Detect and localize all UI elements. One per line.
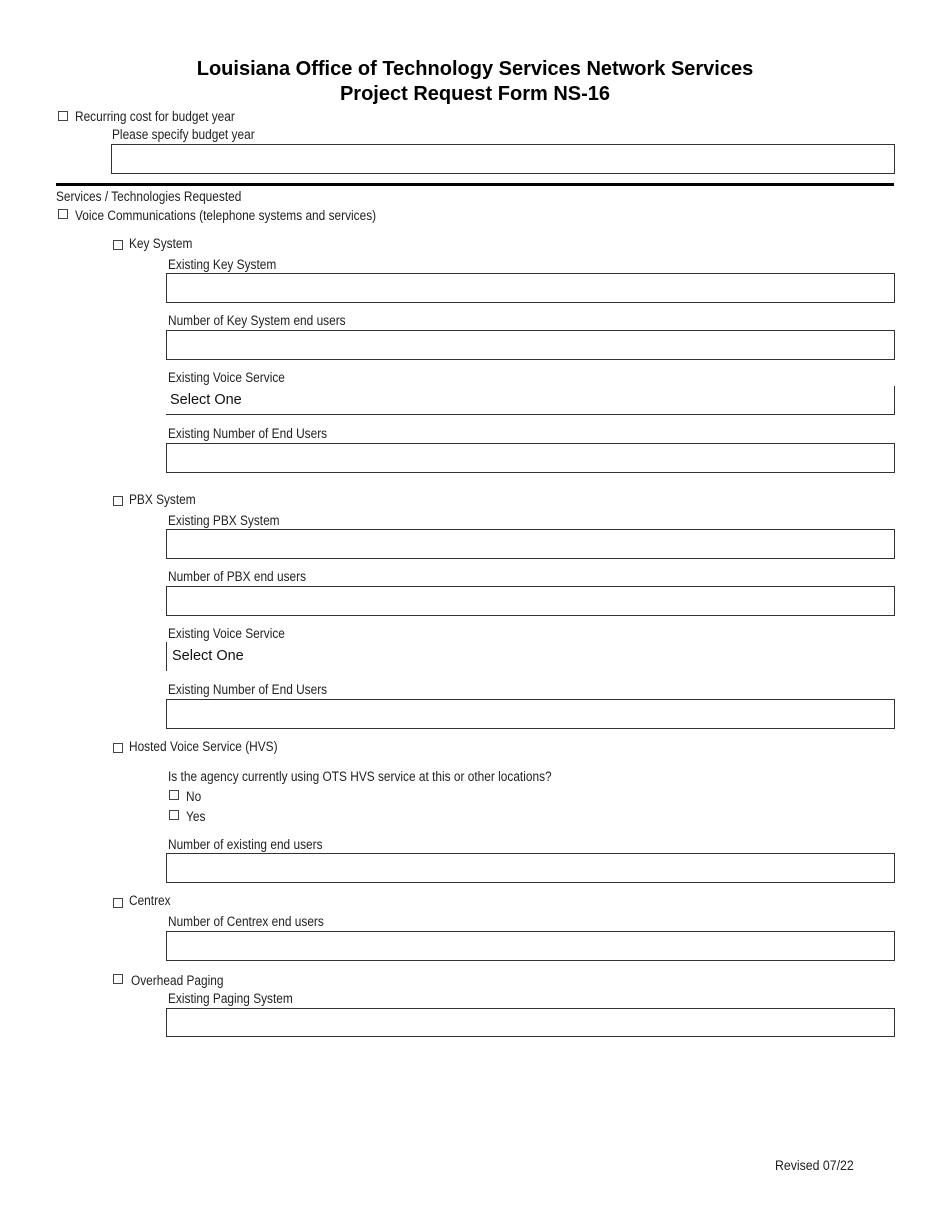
key-voice-service-select[interactable]: Select One	[166, 386, 895, 415]
pbx-end-users-label: Existing Number of End Users	[168, 682, 328, 697]
pbx-users-input[interactable]	[166, 586, 895, 616]
existing-pbx-system-input[interactable]	[166, 529, 895, 559]
centrex-users-label: Number of Centrex end users	[168, 914, 324, 929]
voice-communications-checkbox[interactable]	[58, 209, 68, 219]
key-system-label: Key System	[129, 236, 193, 251]
recurring-cost-label: Recurring cost for budget year	[75, 109, 235, 124]
overhead-paging-checkbox[interactable]	[113, 974, 123, 984]
key-voice-service-label: Existing Voice Service	[168, 370, 285, 385]
hvs-no-label: No	[186, 789, 202, 804]
centrex-users-input[interactable]	[166, 931, 895, 961]
existing-key-system-input[interactable]	[166, 273, 895, 303]
pbx-voice-service-label: Existing Voice Service	[168, 626, 285, 641]
centrex-label: Centrex	[129, 893, 171, 908]
key-end-users-label: Existing Number of End Users	[168, 426, 328, 441]
budget-year-input[interactable]	[111, 144, 895, 174]
form-title: Louisiana Office of Technology Services Network Services	[196, 58, 754, 80]
existing-paging-label: Existing Paging System	[168, 991, 293, 1006]
hvs-question: Is the agency currently using OTS HVS service at this or other locations?	[168, 769, 552, 784]
recurring-cost-checkbox[interactable]	[58, 111, 68, 121]
budget-year-label: Please specify budget year	[112, 127, 255, 142]
existing-paging-input[interactable]	[166, 1008, 895, 1037]
form-subtitle: Project Request Form NS-16	[339, 83, 611, 105]
voice-communications-label: Voice Communications (telephone systems and services)	[75, 208, 377, 223]
overhead-paging-label: Overhead Paging	[131, 973, 224, 988]
revision-date: Revised 07/22	[775, 1157, 854, 1173]
hvs-yes-label: Yes	[186, 809, 206, 824]
key-system-users-input[interactable]	[166, 330, 895, 360]
key-system-users-label: Number of Key System end users	[168, 313, 346, 328]
pbx-users-label: Number of PBX end users	[168, 569, 307, 584]
centrex-checkbox[interactable]	[113, 898, 123, 908]
existing-pbx-system-label: Existing PBX System	[168, 513, 280, 528]
hvs-no-checkbox[interactable]	[169, 790, 179, 800]
hvs-yes-checkbox[interactable]	[169, 810, 179, 820]
key-end-users-input[interactable]	[166, 443, 895, 473]
services-heading: Services / Technologies Requested	[56, 189, 242, 204]
pbx-voice-service-select[interactable]: Select One	[166, 642, 466, 671]
section-divider	[56, 183, 894, 186]
pbx-system-checkbox[interactable]	[113, 496, 123, 506]
hvs-users-input[interactable]	[166, 853, 895, 883]
hvs-users-label: Number of existing end users	[168, 837, 323, 852]
pbx-end-users-input[interactable]	[166, 699, 895, 729]
pbx-system-label: PBX System	[129, 492, 196, 507]
hvs-checkbox[interactable]	[113, 743, 123, 753]
hvs-label: Hosted Voice Service (HVS)	[129, 739, 278, 754]
key-system-checkbox[interactable]	[113, 240, 123, 250]
existing-key-system-label: Existing Key System	[168, 257, 277, 272]
